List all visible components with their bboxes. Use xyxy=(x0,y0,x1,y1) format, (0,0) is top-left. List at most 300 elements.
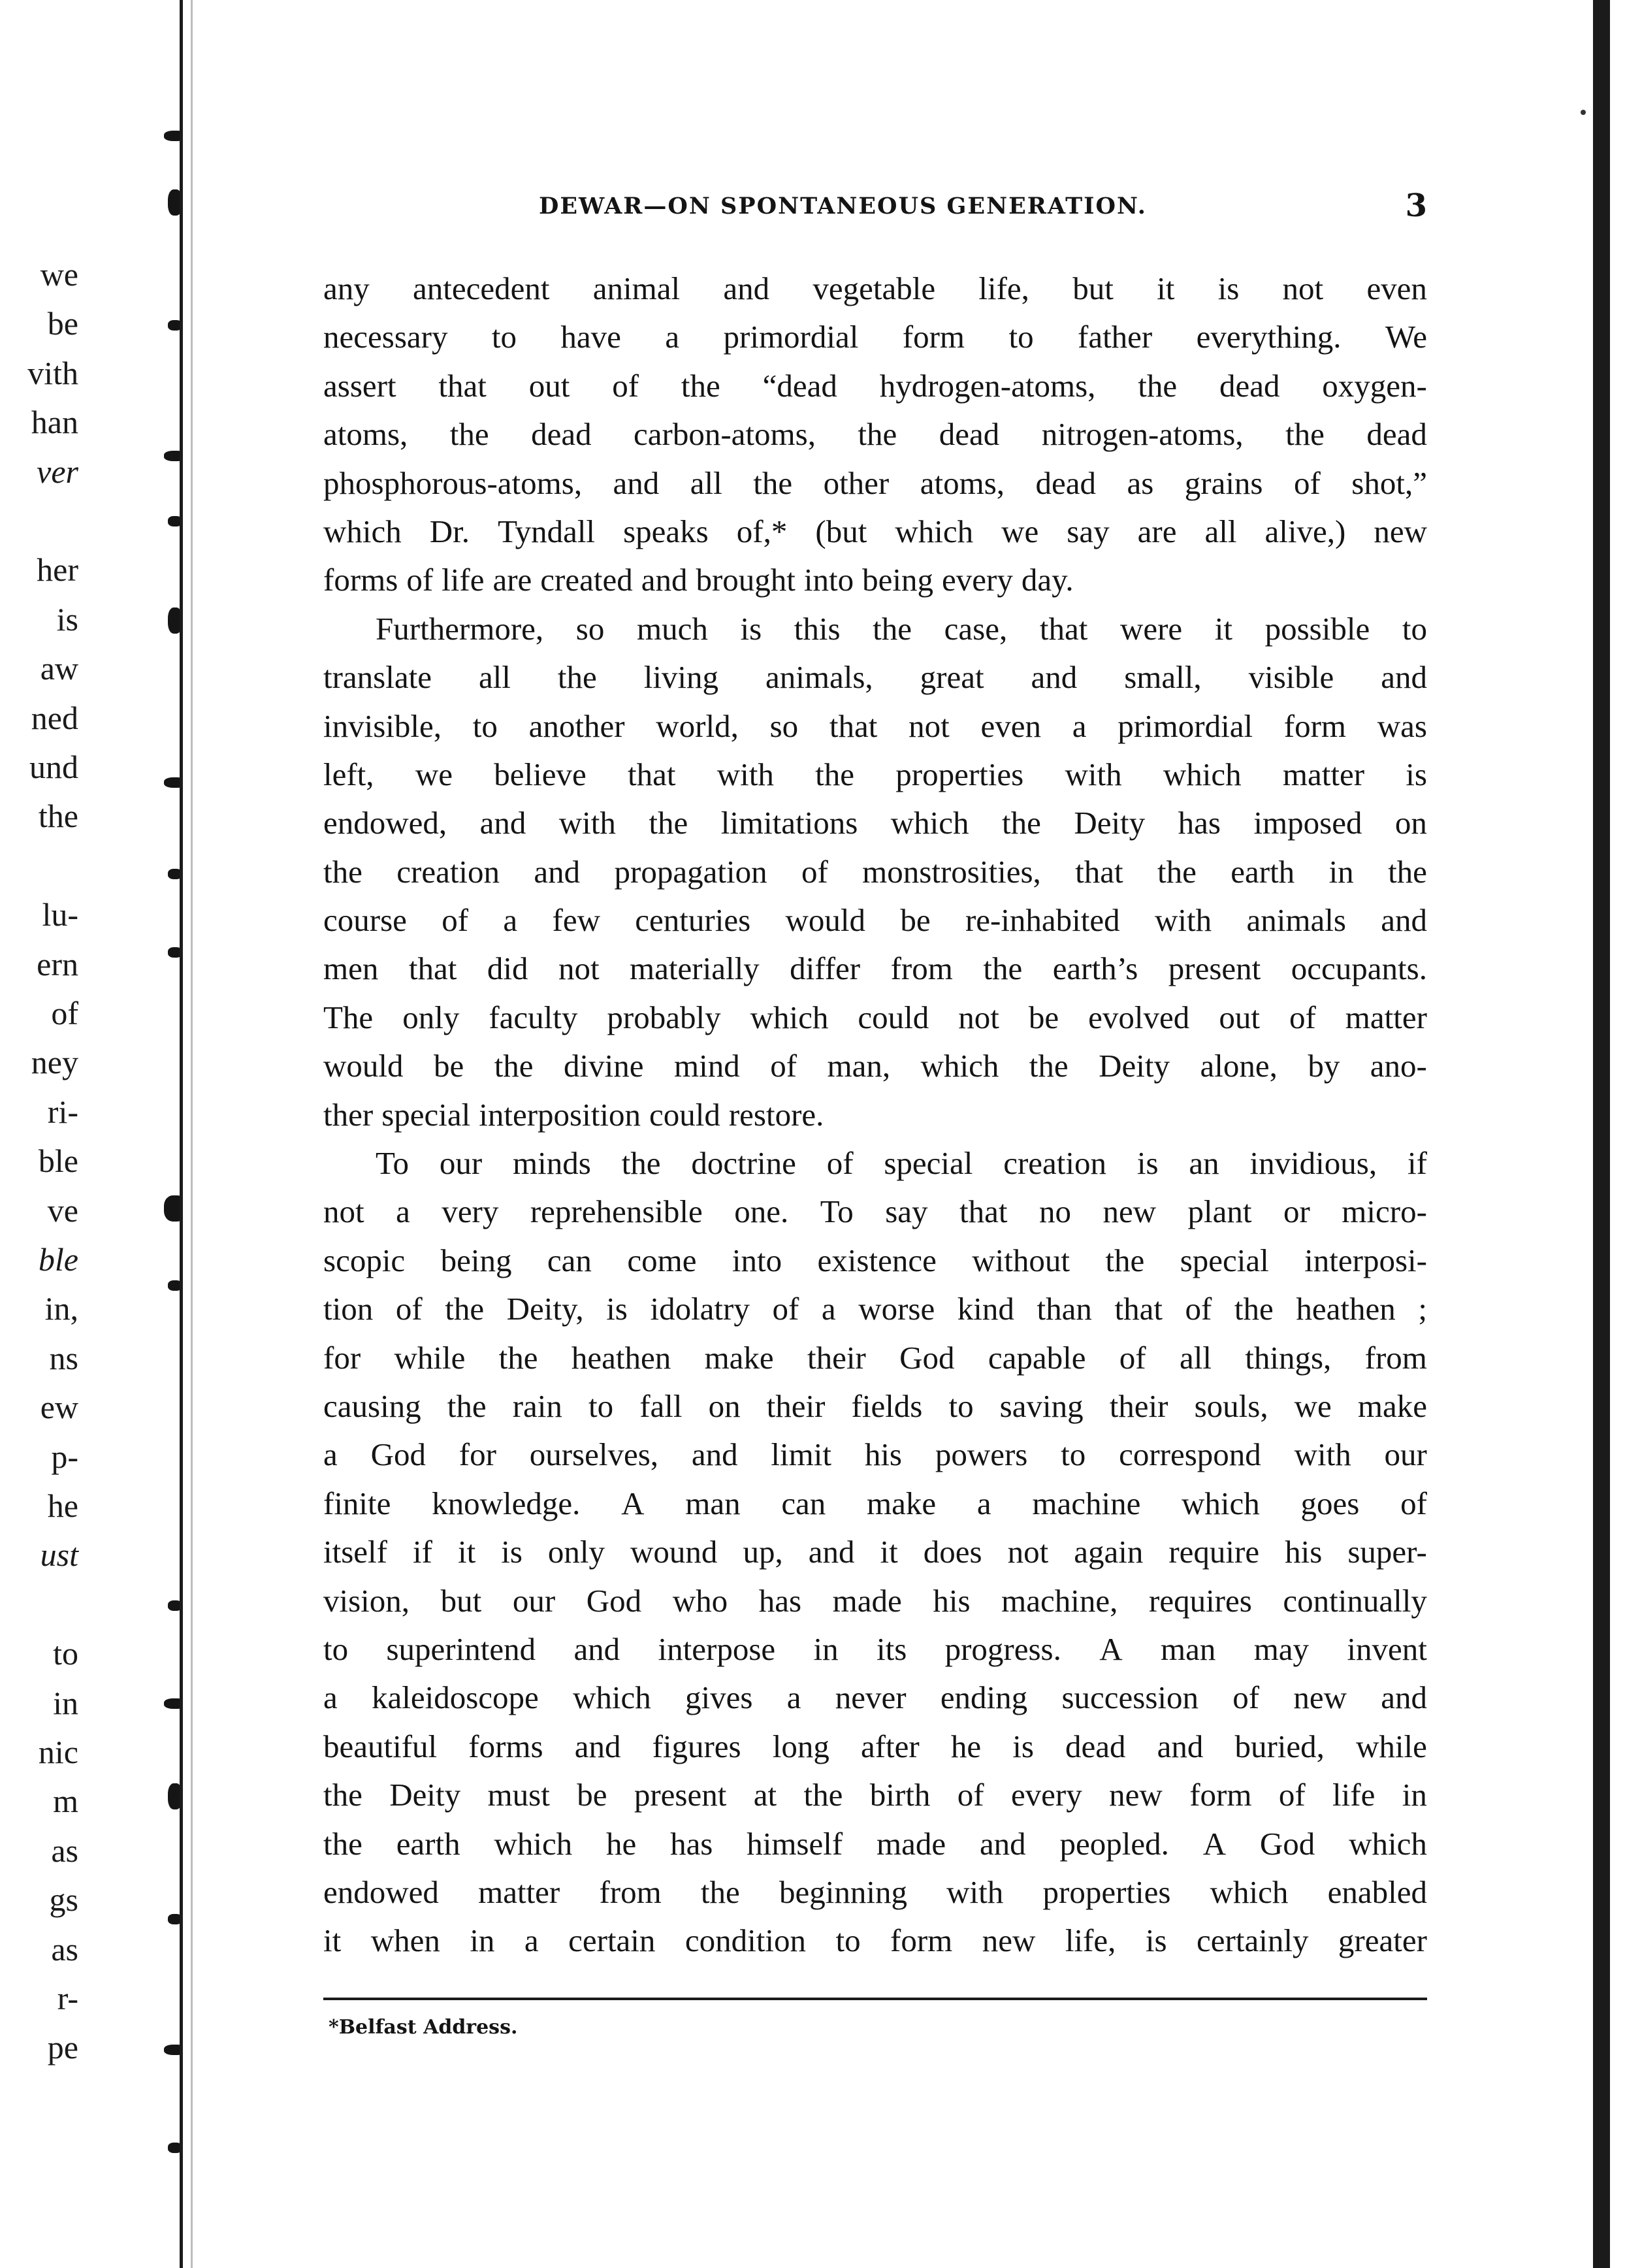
word: very xyxy=(442,1193,499,1230)
word: into xyxy=(803,562,854,598)
word: his xyxy=(933,1582,971,1619)
word: say xyxy=(1067,513,1110,549)
word: creation xyxy=(1003,1145,1107,1182)
text-line xyxy=(323,799,1427,847)
word: so xyxy=(769,707,799,744)
word: re-inhabited xyxy=(965,902,1120,939)
word: it xyxy=(1157,270,1175,306)
word: God xyxy=(370,1436,426,1473)
word: of xyxy=(1232,1679,1260,1716)
word: animals xyxy=(1246,902,1346,939)
word: capable xyxy=(988,1339,1086,1376)
word: the xyxy=(815,756,854,792)
text-line xyxy=(323,362,1427,410)
facing-page-fragment: is xyxy=(56,600,78,638)
word: the xyxy=(1234,1291,1274,1327)
word: created xyxy=(540,562,633,598)
word: of xyxy=(1185,1291,1212,1327)
word: visible xyxy=(1248,659,1334,696)
word: God xyxy=(1259,1825,1315,1862)
word: We xyxy=(1385,319,1427,355)
word: Deity, xyxy=(506,1291,584,1327)
word: man xyxy=(685,1485,741,1521)
word: dead xyxy=(939,416,1000,453)
word: animal xyxy=(592,270,681,306)
word: restore. xyxy=(728,1096,824,1133)
word: no xyxy=(1038,1193,1071,1230)
word: than xyxy=(1037,1291,1092,1327)
word: and xyxy=(1381,1679,1427,1716)
word: existence xyxy=(817,1242,937,1278)
word: to xyxy=(1008,319,1034,355)
word: Deity xyxy=(1074,805,1146,841)
word: make xyxy=(867,1485,937,1521)
word: requires xyxy=(1149,1582,1252,1619)
word: the xyxy=(1388,853,1427,890)
word: by xyxy=(1308,1048,1340,1084)
word: the xyxy=(700,1873,740,1910)
word: special xyxy=(381,1096,471,1133)
word: and xyxy=(1381,659,1427,696)
word: the xyxy=(323,1825,362,1862)
word: from xyxy=(599,1873,662,1910)
word: while xyxy=(1356,1728,1427,1764)
word: could xyxy=(858,999,929,1035)
word: would xyxy=(323,1048,404,1084)
word: but xyxy=(440,1582,482,1619)
word: form xyxy=(890,1922,953,1959)
word: with xyxy=(1155,902,1212,939)
word: the xyxy=(498,1339,538,1376)
word: to xyxy=(472,707,498,744)
word: make xyxy=(1357,1387,1427,1424)
facing-page-fragment: her xyxy=(37,551,78,589)
word: atoms, xyxy=(920,464,1005,501)
word: occupants. xyxy=(1291,950,1427,987)
text-line xyxy=(323,1139,1427,1188)
word: all xyxy=(478,659,511,696)
word: not xyxy=(958,999,999,1035)
word: be xyxy=(900,902,931,939)
word: made xyxy=(877,1825,946,1862)
word: again xyxy=(1074,1534,1144,1570)
word: the xyxy=(858,416,897,453)
word: our xyxy=(512,1582,556,1619)
word: A xyxy=(621,1485,645,1521)
word: say xyxy=(885,1193,928,1230)
word: the xyxy=(557,659,597,696)
word: with xyxy=(716,756,774,792)
word: in xyxy=(470,1922,495,1959)
word: oxygen- xyxy=(1322,367,1427,404)
word: if xyxy=(1407,1145,1427,1182)
word: he xyxy=(606,1825,637,1862)
word: the xyxy=(1001,805,1041,841)
word: of xyxy=(395,1291,423,1327)
word: grains xyxy=(1184,464,1263,501)
word: beautiful xyxy=(323,1728,438,1764)
facing-page-fragment: ney xyxy=(31,1044,78,1081)
word: even xyxy=(980,707,1041,744)
word: not xyxy=(1007,1534,1049,1570)
word: from xyxy=(1364,1339,1427,1376)
word: machine, xyxy=(1001,1582,1118,1619)
word: with xyxy=(558,805,616,841)
word: and xyxy=(979,1825,1026,1862)
text-line xyxy=(323,1577,1427,1625)
word: be xyxy=(1028,999,1059,1035)
word: to xyxy=(588,1387,614,1424)
word: gives xyxy=(685,1679,753,1716)
word: but xyxy=(1072,270,1114,306)
word: the xyxy=(1157,853,1197,890)
word: to xyxy=(1061,1436,1086,1473)
facing-page-fragment: the xyxy=(38,798,78,835)
word: on xyxy=(1394,805,1427,841)
word: the xyxy=(449,416,489,453)
word: and xyxy=(479,805,526,841)
word: long xyxy=(772,1728,829,1764)
facing-page-fragment: as xyxy=(51,1832,78,1869)
text-line xyxy=(323,751,1427,799)
word: we xyxy=(1001,513,1039,549)
word: limitations xyxy=(720,805,858,841)
text-line xyxy=(323,1188,1427,1236)
text-line xyxy=(323,896,1427,945)
word: ourselves, xyxy=(529,1436,659,1473)
word: primordial xyxy=(1118,707,1253,744)
word: new xyxy=(1102,1193,1157,1230)
word: not xyxy=(558,950,600,987)
word: birth xyxy=(869,1777,931,1813)
word: of xyxy=(1293,464,1321,501)
facing-page-strip xyxy=(0,0,183,2268)
word: the xyxy=(445,1291,485,1327)
word: is xyxy=(606,1291,628,1327)
gutter-shadow xyxy=(180,0,183,2268)
word: we xyxy=(1294,1387,1332,1424)
text-line xyxy=(323,1042,1427,1090)
word: all xyxy=(690,464,722,501)
word: it xyxy=(1214,610,1232,647)
word: father xyxy=(1078,319,1153,355)
word: the xyxy=(447,1387,487,1424)
word: dead xyxy=(531,416,592,453)
word: when xyxy=(370,1922,440,1959)
facing-page-fragment: ve xyxy=(47,1191,78,1229)
word: a xyxy=(396,1193,410,1230)
word: require xyxy=(1168,1534,1260,1570)
word: powers xyxy=(935,1436,1028,1473)
word: into xyxy=(732,1242,782,1278)
word: the xyxy=(323,853,362,890)
word: and xyxy=(1031,659,1078,696)
word: and xyxy=(573,1630,620,1667)
ink-speck xyxy=(1581,110,1586,115)
text-line xyxy=(323,702,1427,751)
text-line xyxy=(323,1771,1427,1819)
word: earth xyxy=(1231,853,1295,890)
word: carbon-atoms, xyxy=(634,416,816,453)
word: to xyxy=(323,1630,349,1667)
word: interposition xyxy=(479,1096,641,1133)
word: life, xyxy=(1065,1922,1116,1959)
text-line xyxy=(323,1917,1427,1965)
word: that xyxy=(829,707,878,744)
word: every xyxy=(942,562,1013,598)
word: assert xyxy=(323,367,396,404)
text-line xyxy=(323,313,1427,361)
word: the xyxy=(753,464,793,501)
word: a xyxy=(524,1922,539,1959)
word: great xyxy=(920,659,984,696)
word: small, xyxy=(1124,659,1202,696)
word: life xyxy=(442,562,485,598)
word: certain xyxy=(568,1922,656,1959)
word: God xyxy=(899,1339,955,1376)
facing-page-fragment: han xyxy=(31,404,78,441)
running-title: DEWAR—ON SPONTANEOUS GENERATION. xyxy=(539,193,1147,219)
facing-page-fragment: in, xyxy=(44,1290,78,1327)
word: fields xyxy=(851,1387,923,1424)
word: souls, xyxy=(1194,1387,1268,1424)
word: be xyxy=(577,1777,607,1813)
word: forms xyxy=(468,1728,543,1764)
word: and xyxy=(641,562,688,598)
word: A xyxy=(1202,1825,1227,1862)
word: for xyxy=(323,1339,361,1376)
word: a xyxy=(323,1436,338,1473)
word: special xyxy=(884,1145,973,1182)
word: which xyxy=(1163,756,1242,792)
word: its xyxy=(876,1630,907,1667)
word: vision, xyxy=(323,1582,410,1619)
word: animals, xyxy=(765,659,873,696)
word: that xyxy=(1039,610,1088,647)
word: which xyxy=(1349,1825,1427,1862)
word: creation xyxy=(396,853,500,890)
word: only xyxy=(402,999,460,1035)
word: his xyxy=(864,1436,902,1473)
word: To xyxy=(376,1145,410,1182)
facing-page-fragment: vith xyxy=(27,354,78,391)
word: has xyxy=(758,1582,802,1619)
word: nitrogen-atoms, xyxy=(1041,416,1244,453)
facing-page-fragment: in xyxy=(53,1684,78,1721)
word: of xyxy=(1119,1339,1146,1376)
word: the xyxy=(1285,416,1325,453)
word: superintend xyxy=(386,1630,536,1667)
word: was xyxy=(1377,707,1427,744)
word: to xyxy=(491,319,517,355)
word: form xyxy=(1283,707,1347,744)
word: antecedent xyxy=(413,270,550,306)
word: come xyxy=(627,1242,697,1278)
word: interpose xyxy=(658,1630,776,1667)
word: with xyxy=(946,1873,1004,1910)
word: matter xyxy=(1282,756,1365,792)
word: life xyxy=(1332,1777,1376,1813)
word: alone, xyxy=(1200,1048,1278,1084)
word: any xyxy=(323,270,370,306)
word: of xyxy=(612,367,639,404)
word: at xyxy=(753,1777,777,1813)
word: propagation xyxy=(614,853,767,890)
facing-page-fragment: he xyxy=(47,1487,78,1524)
word: up, xyxy=(743,1534,783,1570)
word: new xyxy=(982,1922,1036,1959)
word: evolved xyxy=(1088,999,1190,1035)
word: Dr. xyxy=(429,513,470,549)
word: the xyxy=(621,1145,661,1182)
word: or xyxy=(1283,1193,1310,1230)
word: plant xyxy=(1187,1193,1252,1230)
word: new xyxy=(1293,1679,1347,1716)
word: without xyxy=(972,1242,1070,1278)
word: of xyxy=(772,1291,799,1327)
facing-page-fragment: m xyxy=(53,1783,78,1820)
word: materially xyxy=(630,950,760,987)
word: invidious, xyxy=(1249,1145,1377,1182)
text-line xyxy=(323,1674,1427,1722)
word: being xyxy=(440,1242,512,1278)
word: buried, xyxy=(1234,1728,1325,1764)
word: fall xyxy=(639,1387,683,1424)
word: their xyxy=(1109,1387,1168,1424)
word: were xyxy=(1119,610,1183,647)
word: life, xyxy=(978,270,1029,306)
word: be xyxy=(433,1048,464,1084)
word: are xyxy=(492,562,532,598)
word: man, xyxy=(827,1048,891,1084)
text-line xyxy=(323,1723,1427,1771)
word: finite xyxy=(323,1485,391,1521)
facing-page-fragment: of xyxy=(51,995,78,1031)
word: doctrine xyxy=(691,1145,796,1182)
word: course xyxy=(323,902,407,939)
word: one. xyxy=(734,1193,789,1230)
page-number: 3 xyxy=(1405,187,1427,224)
facing-page-fragment: aw xyxy=(40,650,78,687)
facing-page-fragment: be xyxy=(47,305,78,342)
word: that xyxy=(959,1193,1008,1230)
word: of xyxy=(801,853,828,890)
word: if xyxy=(413,1534,432,1570)
word: world, xyxy=(656,707,739,744)
body-text xyxy=(323,265,1427,1966)
word: man xyxy=(1160,1630,1216,1667)
word: hydrogen-atoms, xyxy=(879,367,1096,404)
word: peopled. xyxy=(1059,1825,1169,1862)
word: in xyxy=(1328,853,1354,890)
footnote-rule xyxy=(323,1998,1427,2000)
word: present xyxy=(1168,950,1261,987)
word: super- xyxy=(1347,1534,1427,1570)
word: that xyxy=(438,367,487,404)
word: to xyxy=(1402,610,1427,647)
word: of xyxy=(406,562,434,598)
word: monstrosities, xyxy=(862,853,1041,890)
word: dead xyxy=(1219,367,1280,404)
text-line xyxy=(323,1091,1427,1139)
word: make xyxy=(704,1339,774,1376)
word: so xyxy=(575,610,605,647)
word: of xyxy=(826,1145,854,1182)
word: much xyxy=(636,610,708,647)
facing-page-fragment: nic xyxy=(38,1734,78,1770)
word: correspond xyxy=(1119,1436,1261,1473)
word: progress. xyxy=(944,1630,1061,1667)
facing-page-fragment: p- xyxy=(51,1438,78,1475)
word: of xyxy=(1400,1485,1427,1521)
word: to xyxy=(948,1387,974,1424)
word: minds xyxy=(513,1145,591,1182)
word: is xyxy=(1145,1922,1167,1959)
word: ano- xyxy=(1370,1048,1427,1084)
word: few xyxy=(552,902,600,939)
facing-page-fragment: und xyxy=(29,749,78,785)
text-line xyxy=(323,1820,1427,1868)
word: does xyxy=(923,1534,982,1570)
word: is xyxy=(1406,756,1427,792)
word: properties xyxy=(1042,1873,1171,1910)
word: primordial xyxy=(723,319,859,355)
word: this xyxy=(794,610,841,647)
word: which xyxy=(1210,1873,1289,1910)
facing-page-fragment: pe xyxy=(47,2029,78,2066)
facing-page-fragment: ew xyxy=(40,1389,78,1426)
word: reprehensible xyxy=(530,1193,703,1230)
word: new xyxy=(1109,1777,1163,1813)
word: which xyxy=(750,999,829,1035)
word: form xyxy=(902,319,965,355)
word: and xyxy=(1157,1728,1204,1764)
word: endowed, xyxy=(323,805,447,841)
text-line xyxy=(323,265,1427,313)
word: it xyxy=(323,1922,342,1959)
word: vegetable xyxy=(812,270,936,306)
word: in xyxy=(1402,1777,1427,1813)
word: that xyxy=(1075,853,1123,890)
text-line xyxy=(323,1382,1427,1431)
word: himself xyxy=(747,1825,843,1862)
word: dead xyxy=(1035,464,1096,501)
text-line xyxy=(323,945,1427,993)
word: of,* xyxy=(736,513,788,549)
word: have xyxy=(560,319,621,355)
word: while xyxy=(394,1339,466,1376)
word: is xyxy=(1136,1145,1159,1182)
word: would xyxy=(785,902,865,939)
word: certainly xyxy=(1197,1922,1309,1959)
word: worse xyxy=(858,1291,935,1327)
word: goes xyxy=(1300,1485,1360,1521)
word: from xyxy=(890,950,953,987)
word: imposed xyxy=(1253,805,1362,841)
word: matter xyxy=(1345,999,1427,1035)
word: which xyxy=(1182,1485,1260,1521)
word: the xyxy=(1105,1242,1145,1278)
word: which xyxy=(895,513,974,549)
facing-page-fragment: ver xyxy=(37,453,78,490)
word: could xyxy=(649,1096,720,1133)
word: can xyxy=(547,1242,592,1278)
word: brought xyxy=(696,562,796,598)
word: and xyxy=(723,270,770,306)
text-line xyxy=(323,653,1427,702)
word: the xyxy=(494,1048,534,1084)
word: earth’s xyxy=(1052,950,1138,987)
